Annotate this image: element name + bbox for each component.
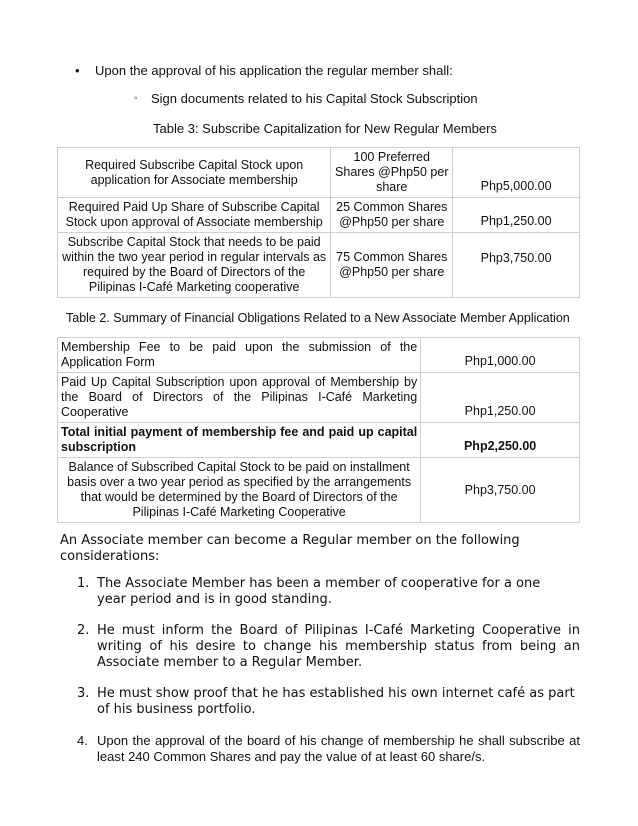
list-item [60,576,580,608]
table2-amount-cell: Php1,000.00 [421,338,580,373]
list-item [60,623,580,671]
table3-amount-cell: Php3,750.00 [453,233,580,298]
table2-total-label-cell: Total initial payment of membership fee and paid up capital subscription [58,423,421,458]
table-row [58,148,580,198]
table3-amount-cell: Php5,000.00 [453,148,580,198]
table3-amount-cell: Php1,250.00 [453,198,580,233]
table2-amount-cell: Php3,750.00 [421,458,580,523]
table2-description-cell: Membership Fee to be paid upon the submission of the Application Form [58,338,421,373]
list-item-text: He must show proof that he has established his own internet café as part of his business portfolio. [97,686,575,717]
list-item-text: The Associate Member has been a member of cooperative for a one year period and is in good standing. [97,576,541,607]
table-row [58,233,580,298]
table-row [58,338,580,373]
table3-shares-cell: 75 Common Shares @Php50 per share [331,233,453,298]
bullet-approval-text: Upon the approval of his application the regular member shall: [95,63,453,78]
table3-shares-cell: 100 Preferred Shares @Php50 per share [331,148,453,198]
list-item-text: Upon the approval of the board of his change of membership he shall subscribe at least 240 Common Shares and pay the value of at least 60 share/s. [97,733,580,764]
sub-bullet-marker: ◦ [134,93,138,104]
list-item-number: 4. [77,733,88,748]
list-item [60,733,580,765]
table3-description-cell: Required Paid Up Share of Subscribe Capital Stock upon approval of Associate membership [58,198,331,233]
table3-shares-cell: 25 Common Shares @Php50 per share [331,198,453,233]
table2-description-cell: Paid Up Capital Subscription upon approval of Membership by the Board of Directors of the Pilipinas I-Café Marketing Cooperative [58,373,421,423]
sub-bullet-sign-documents [134,91,478,106]
table2-total-amount-cell: Php2,250.00 [421,423,580,458]
table-row [58,198,580,233]
table-row [58,458,580,523]
list-item-text: He must inform the Board of Pilipinas I-Café Marketing Cooperative in writing of his desire to change his membership status from being an Associate member to a Regular Member. [97,623,580,670]
list-item-number: 1. [77,576,90,591]
list-item-number: 2. [77,623,90,638]
bullet-marker: • [75,63,80,78]
table-row [58,423,580,458]
considerations-intro: An Associate member can become a Regular member on the following considerations: [60,533,520,564]
table3-caption: Table 3: Subscribe Capitalization for New Regular Members [153,121,497,136]
table-row [58,373,580,423]
list-item [60,686,580,718]
table3-subscribe-capitalization [57,147,580,298]
table3-description-cell: Subscribe Capital Stock that needs to be paid within the two year period in regular intervals as required by the Board of Directors of the Pilipinas I-Café Marketing cooperative [58,233,331,298]
table3-description-cell: Required Subscribe Capital Stock upon application for Associate membership [58,148,331,198]
considerations-list [60,576,580,780]
table2-caption: Table 2. Summary of Financial Obligations Related to a New Associate Member Application [66,311,570,325]
bullet-approval [75,63,453,78]
table2-amount-cell: Php1,250.00 [421,373,580,423]
table2-financial-obligations [57,337,580,523]
table2-description-cell: Balance of Subscribed Capital Stock to be paid on installment basis over a two year period as specified by the arrangements that would be determined by the Board of Directors of the Pilipinas I-Café Marketing Cooperative [58,458,421,523]
sub-bullet-text: Sign documents related to his Capital Stock Subscription [151,91,478,106]
list-item-number: 3. [77,686,90,701]
